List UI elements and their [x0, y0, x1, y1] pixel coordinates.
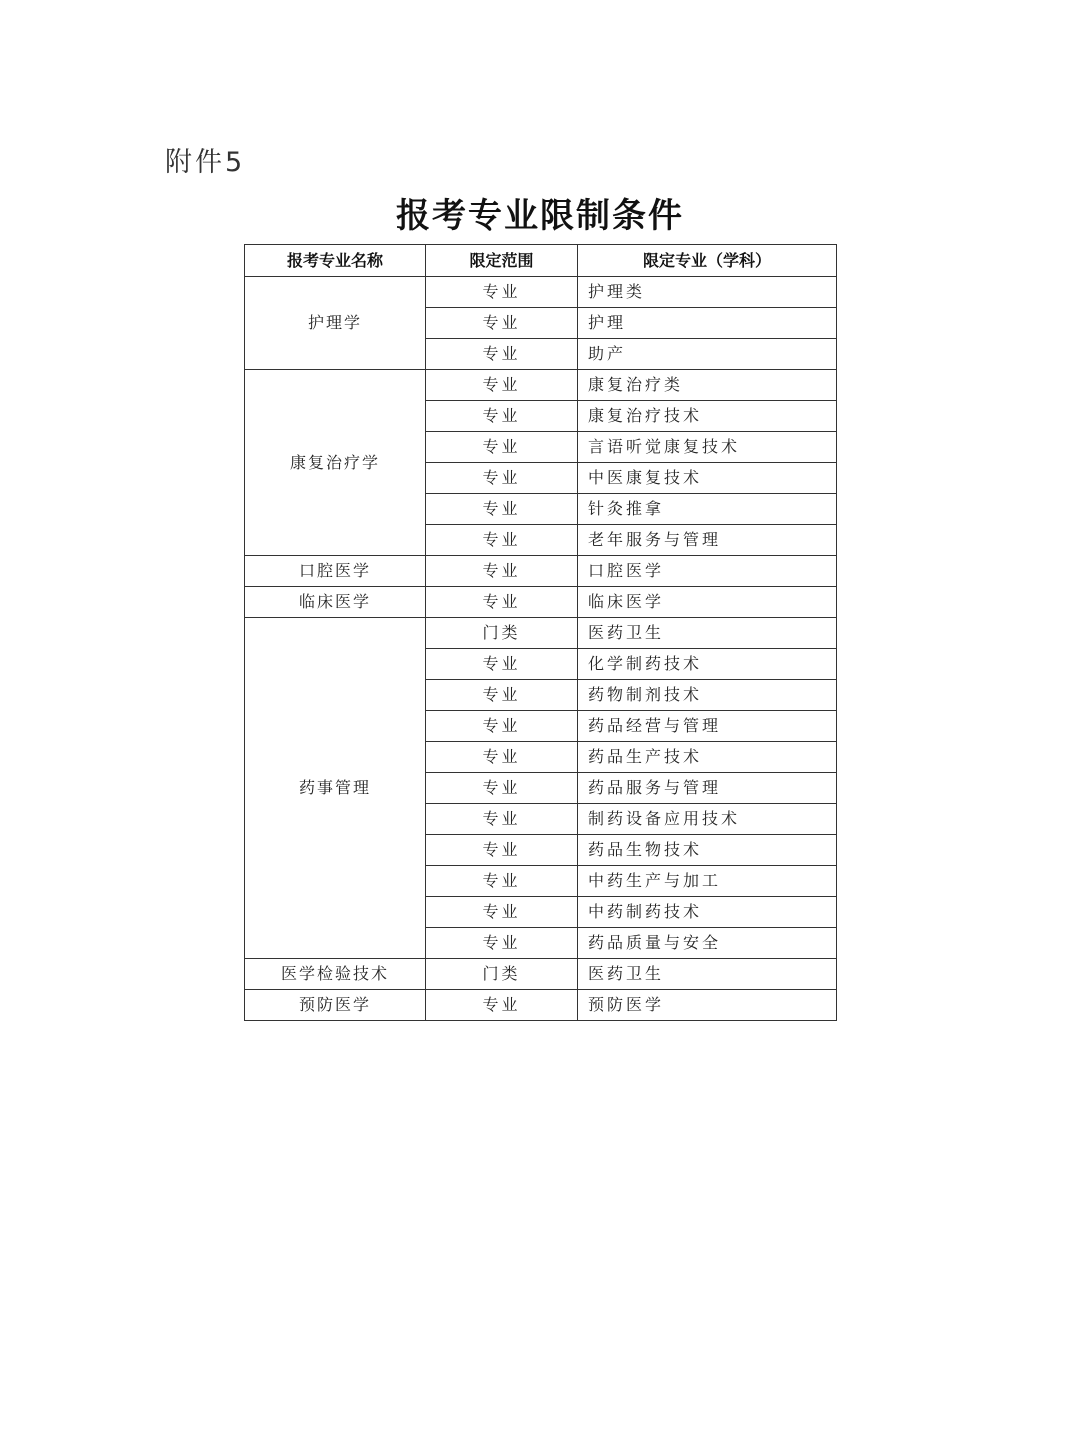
subject-cell: 中医康复技术 [578, 463, 837, 494]
scope-cell: 门类 [426, 959, 578, 990]
restriction-table [244, 244, 837, 1021]
scope-cell: 专业 [426, 277, 578, 308]
subject-cell: 药物制剂技术 [578, 680, 837, 711]
scope-cell: 专业 [426, 401, 578, 432]
scope-cell: 专业 [426, 370, 578, 401]
header-scope: 限定范围 [426, 245, 578, 277]
table-body [245, 277, 837, 1021]
major-name-cell: 临床医学 [245, 587, 426, 618]
scope-cell: 专业 [426, 742, 578, 773]
scope-cell: 专业 [426, 928, 578, 959]
subject-cell: 药品生产技术 [578, 742, 837, 773]
major-name-cell: 康复治疗学 [245, 370, 426, 556]
subject-cell: 临床医学 [578, 587, 837, 618]
subject-cell: 言语听觉康复技术 [578, 432, 837, 463]
table-row [245, 587, 837, 618]
subject-cell: 助产 [578, 339, 837, 370]
attachment-label: 附件5 [165, 147, 246, 178]
subject-cell: 医药卫生 [578, 618, 837, 649]
scope-cell: 专业 [426, 711, 578, 742]
table-row [245, 990, 837, 1021]
table-row [245, 277, 837, 308]
table-header-row [245, 245, 837, 277]
scope-cell: 专业 [426, 308, 578, 339]
subject-cell: 药品经营与管理 [578, 711, 837, 742]
major-name-cell: 护理学 [245, 277, 426, 370]
scope-cell: 专业 [426, 804, 578, 835]
scope-cell: 门类 [426, 618, 578, 649]
subject-cell: 口腔医学 [578, 556, 837, 587]
subject-cell: 针灸推拿 [578, 494, 837, 525]
table-row [245, 618, 837, 649]
major-name-cell: 预防医学 [245, 990, 426, 1021]
subject-cell: 药品质量与安全 [578, 928, 837, 959]
scope-cell: 专业 [426, 649, 578, 680]
scope-cell: 专业 [426, 463, 578, 494]
scope-cell: 专业 [426, 990, 578, 1021]
scope-cell: 专业 [426, 494, 578, 525]
scope-cell: 专业 [426, 680, 578, 711]
major-name-cell: 医学检验技术 [245, 959, 426, 990]
scope-cell: 专业 [426, 339, 578, 370]
subject-cell: 化学制药技术 [578, 649, 837, 680]
subject-cell: 康复治疗类 [578, 370, 837, 401]
major-name-cell: 药事管理 [245, 618, 426, 959]
scope-cell: 专业 [426, 556, 578, 587]
scope-cell: 专业 [426, 432, 578, 463]
subject-cell: 中药生产与加工 [578, 866, 837, 897]
subject-cell: 药品生物技术 [578, 835, 837, 866]
subject-cell: 护理 [578, 308, 837, 339]
subject-cell: 药品服务与管理 [578, 773, 837, 804]
header-major-name: 报考专业名称 [245, 245, 426, 277]
major-name-cell: 口腔医学 [245, 556, 426, 587]
subject-cell: 康复治疗技术 [578, 401, 837, 432]
subject-cell: 医药卫生 [578, 959, 837, 990]
scope-cell: 专业 [426, 587, 578, 618]
subject-cell: 护理类 [578, 277, 837, 308]
subject-cell: 中药制药技术 [578, 897, 837, 928]
table-row [245, 370, 837, 401]
header-subject: 限定专业（学科） [578, 245, 837, 277]
scope-cell: 专业 [426, 773, 578, 804]
subject-cell: 预防医学 [578, 990, 837, 1021]
scope-cell: 专业 [426, 866, 578, 897]
table-row [245, 556, 837, 587]
subject-cell: 老年服务与管理 [578, 525, 837, 556]
scope-cell: 专业 [426, 525, 578, 556]
table-row [245, 959, 837, 990]
page-title: 报考专业限制条件 [396, 196, 684, 236]
subject-cell: 制药设备应用技术 [578, 804, 837, 835]
scope-cell: 专业 [426, 835, 578, 866]
scope-cell: 专业 [426, 897, 578, 928]
